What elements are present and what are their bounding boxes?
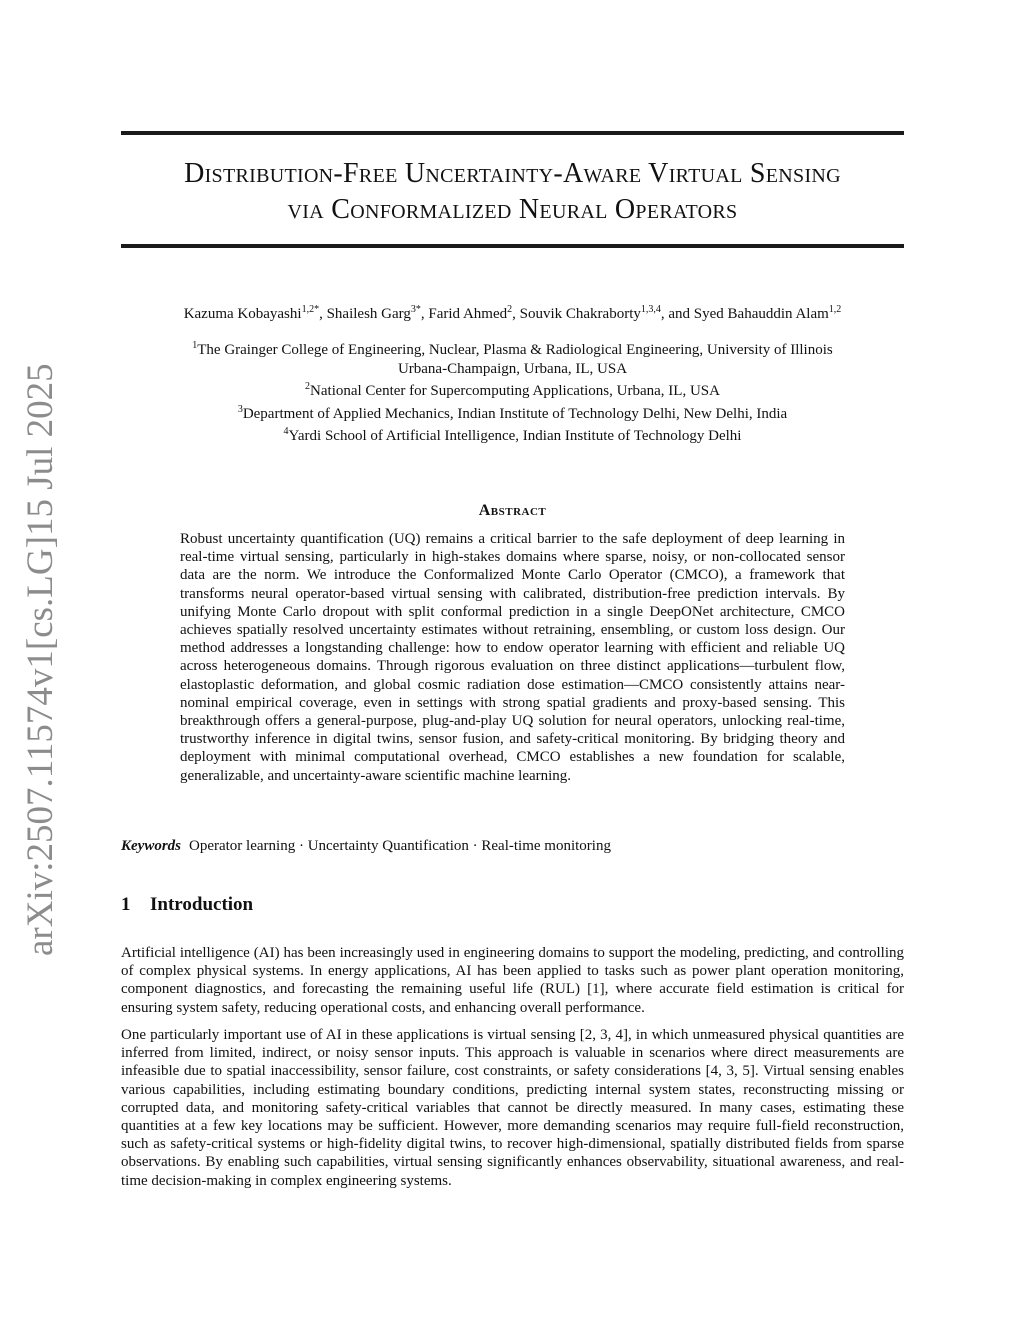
abstract-heading: Abstract xyxy=(478,502,547,519)
keywords-label: Keywords xyxy=(121,838,181,854)
arxiv-id[interactable]: arXiv:2507.11574v1 xyxy=(20,650,61,956)
abstract-text: Robust uncertainty quantification (UQ) remains a critical barrier to the safe deployment of deep learning in real-time virtual sensing, particularly in high-stakes domains where sparse, noisy, or non-collocated sensor data are the norm. We introduce the Conformalized Monte Carlo Operator (CMCO), a framework that transforms neural operator-based virtual sensing with calibrated, distribution-free prediction intervals. By unifying Monte Carlo dropout with split conformal prediction in a single DeepONet architecture, CMCO achieves spatially resolved uncertainty estimates without retraining, ensembling, or custom loss design. Our method addresses a longstanding challenge: how to endow operator learning with efficient and reliable UQ across heterogeneous domains. Through rigorous evaluation on three distinct applications—turbulent flow, elastoplastic deformation, and global cosmic radiation dose estimation—CMCO consistently attains near-nominal empirical coverage, even in settings with strong spatial gradients and proxy-based sensing. This breakthrough offers a general-purpose, plug-and-play UQ solution for neural operators, unlocking real-time, trustworthy inference in digital twins, sensor fusion, and safety-critical monitoring. By bridging theory and deployment with minimal computational overhead, CMCO establishes a new foundation for scalable, generalizable, and uncertainty-aware scientific machine learning. xyxy=(180,531,845,784)
arxiv-date: 15 Jul 2025 xyxy=(20,363,61,537)
title-rule-top xyxy=(121,131,904,135)
author-affil-marker: 1,2* xyxy=(301,304,320,315)
title-line-2: via Conformalized Neural Operators xyxy=(287,194,738,225)
intro-paragraph: Artificial intelligence (AI) has been increasingly used in engineering domains to support the modeling, predicting, and controlling of complex physical systems. In energy applications, AI has been applied to tasks such as power plant operation monitoring, component diagnostics, and forecasting the remaining useful life (RUL) [1], where accurate field estimation is critical for ensuring system safety, reducing operational costs, and enhancing overall performance. xyxy=(121,945,904,1016)
title-rule-bottom xyxy=(121,244,904,248)
affiliation-marker: 2 xyxy=(305,381,311,392)
affiliation xyxy=(121,423,904,446)
author-name: Shailesh Garg xyxy=(326,306,411,322)
author-name: Souvik Chakraborty xyxy=(519,306,641,322)
author-separator: , and xyxy=(660,306,694,322)
author-affil-marker: 1,3,4 xyxy=(640,304,661,315)
arxiv-stamp xyxy=(12,363,70,956)
author-separator: , xyxy=(319,306,327,322)
affiliation-continuation: Urbana-Champaign, Urbana, IL, USA xyxy=(397,360,628,377)
author xyxy=(520,306,694,322)
keywords-list: Operator learning · Uncertainty Quantification · Real-time monitoring xyxy=(189,838,611,854)
section-title: Introduction xyxy=(150,894,254,915)
affiliation-text: Yardi School of Artificial Intelligence, Indian Institute of Technology Delhi xyxy=(288,428,742,444)
author xyxy=(327,306,429,322)
title-line-1: Distribution-Free Uncertainty-Aware Virtual Sensing xyxy=(184,158,841,189)
author-name: Farid Ahmed xyxy=(428,306,508,322)
intro-paragraph: One particularly important use of AI in these applications is virtual sensing [2, 3, 4], in which unmeasured physical quantities are inferred from limited, indirect, or noisy sensor inputs. This approach is valuable in scenarios where direct measurements are infeasible due to spatial inaccessibility, sensor failure, cost constraints, or safety considerations [4, 3, 5]. Virtual sensing enables various capabilities, including estimating boundary conditions, predicting internal system states, reconstructing missing or corrupted data, and monitoring safety-critical variables that cannot be directly measured. In many cases, estimating these quantities at a few key locations may be sufficient. However, more demanding scenarios may require full-field reconstruction, such as safety-critical systems or high-fidelity digital twins, to recover high-dimensional, spatially distributed fields from sparse observations. By enabling such capabilities, virtual sensing significantly enhances observability, situational awareness, and real-time decision-making in complex engineering systems. xyxy=(121,1027,904,1189)
affiliation-text: The Grainger College of Engineering, Nuclear, Plasma & Radiological Engineering, University of Illinois xyxy=(197,342,833,358)
section-heading-introduction xyxy=(121,894,253,916)
author-affil-marker: 3* xyxy=(410,304,421,315)
section-number: 1 xyxy=(121,894,131,915)
affiliation-text: Department of Applied Mechanics, Indian Institute of Technology Delhi, New Delhi, India xyxy=(242,405,788,422)
affiliation-marker: 4 xyxy=(283,426,289,437)
author-affil-marker: 1,2 xyxy=(828,304,842,315)
affiliation-marker: 1 xyxy=(192,340,198,351)
author xyxy=(694,306,842,322)
arxiv-category: [cs.LG] xyxy=(20,536,61,651)
affiliation xyxy=(121,378,904,401)
author-separator: , xyxy=(512,306,520,322)
affiliation xyxy=(121,401,904,424)
author xyxy=(428,306,519,322)
author-separator: , xyxy=(420,306,429,322)
affiliation-text: National Center for Supercomputing Applications, Urbana, IL, USA xyxy=(310,383,720,399)
author xyxy=(184,306,327,322)
author-affil-marker: 2 xyxy=(507,304,513,315)
keywords xyxy=(121,836,904,856)
affiliation-marker: 3 xyxy=(237,403,243,415)
affiliation-list xyxy=(121,337,904,446)
paper-title xyxy=(121,156,904,228)
author-name: Syed Bahauddin Alam xyxy=(693,306,829,322)
affiliation xyxy=(121,337,904,360)
author-list xyxy=(121,300,904,324)
author-name: Kazuma Kobayashi xyxy=(183,306,302,322)
